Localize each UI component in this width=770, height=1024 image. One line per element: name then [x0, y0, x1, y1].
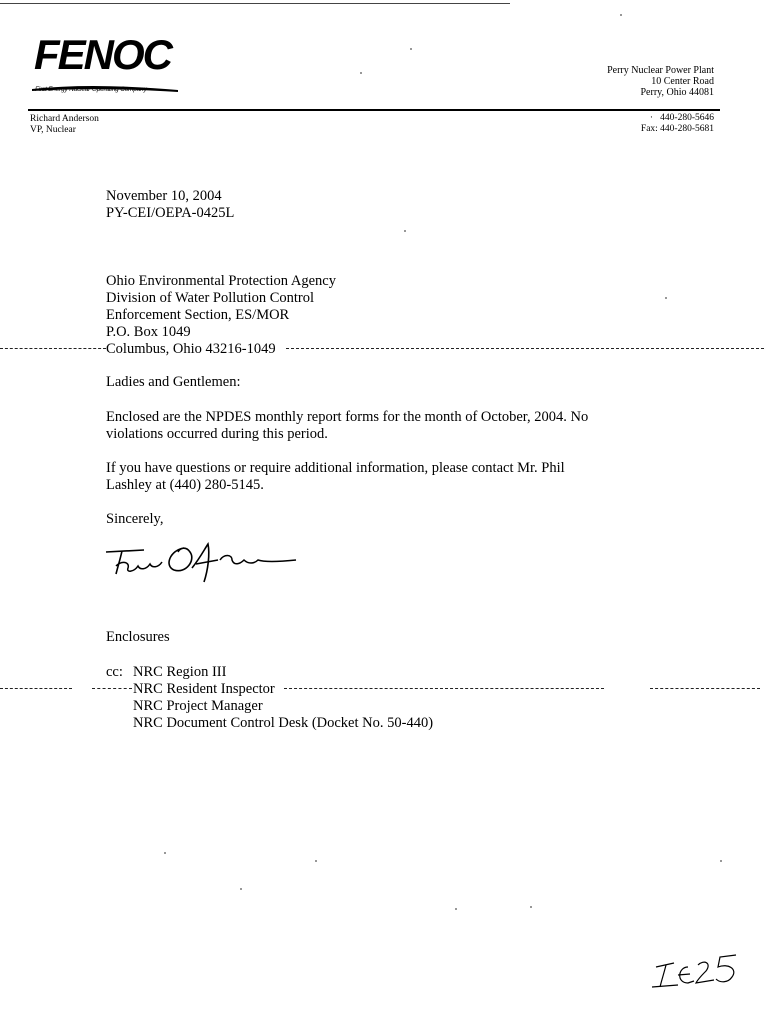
- scan-speck: [620, 14, 622, 16]
- scan-top-rule: [0, 3, 510, 4]
- scan-artifact-line: [0, 688, 72, 689]
- paragraph-line: Enclosed are the NPDES monthly report forms for the month of October, 2004. No: [106, 409, 589, 425]
- scan-speck: [315, 860, 317, 862]
- signature-image: [100, 530, 300, 585]
- plant-street: 10 Center Road: [651, 76, 714, 87]
- scan-speck: [530, 906, 532, 908]
- scan-speck: [164, 852, 166, 854]
- letter-date: November 10, 2004: [106, 188, 222, 204]
- scan-artifact-line: [92, 688, 132, 689]
- scan-speck: [665, 297, 667, 299]
- recipient-line: Enforcement Section, ES/MOR: [106, 307, 290, 323]
- plant-address: [607, 65, 714, 98]
- author-title: VP, Nuclear: [30, 125, 76, 135]
- scan-artifact-line: [0, 348, 106, 349]
- letter-reference: PY-CEI/OEPA-0425L: [106, 205, 235, 221]
- recipient-line: Division of Water Pollution Control: [106, 290, 315, 306]
- cc-recipient: NRC Project Manager: [133, 698, 263, 714]
- scan-artifact-line: [284, 688, 604, 689]
- scan-speck: [455, 908, 457, 910]
- recipient-line: P.O. Box 1049: [106, 324, 191, 340]
- letterhead-rule: [28, 109, 720, 111]
- cc-label: cc:: [106, 664, 123, 680]
- scan-speck: [240, 888, 242, 890]
- author-block: [30, 114, 99, 136]
- logo-tagline: First Energy Nuclear Operating Company: [35, 86, 147, 93]
- recipient-line: Columbus, Ohio 43216-1049: [106, 341, 276, 357]
- paragraph-line: Lashley at (440) 280-5145.: [106, 477, 264, 493]
- plant-city: Perry, Ohio 44081: [640, 87, 714, 98]
- cc-list: [106, 664, 433, 732]
- recipient-address: [106, 273, 336, 358]
- cc-recipient: NRC Resident Inspector: [133, 681, 275, 697]
- cc-recipient: NRC Document Control Desk (Docket No. 50-440): [133, 715, 434, 731]
- paragraph-line: If you have questions or require additional information, please contact Mr. Phil: [106, 460, 565, 476]
- scan-speck: [404, 230, 406, 232]
- cc-row: [106, 664, 433, 681]
- scan-speck: [410, 48, 412, 50]
- body-paragraph-1: [106, 409, 588, 443]
- closing: Sincerely,: [106, 511, 164, 527]
- cc-row: [106, 698, 433, 715]
- phone-number: · 440-280-5646: [649, 113, 714, 123]
- recipient-line: Ohio Environmental Protection Agency: [106, 273, 336, 289]
- scan-speck: [360, 72, 362, 74]
- author-name: Richard Anderson: [30, 114, 99, 124]
- scan-artifact-line: [286, 348, 764, 349]
- handwritten-note-image: [648, 945, 743, 995]
- fenoc-logo: FENOC: [34, 31, 171, 78]
- cc-recipient: NRC Region III: [133, 664, 227, 680]
- salutation: Ladies and Gentlemen:: [106, 374, 241, 390]
- body-paragraph-2: [106, 460, 565, 494]
- contact-block: [641, 113, 714, 135]
- plant-name: Perry Nuclear Power Plant: [607, 65, 714, 76]
- scan-speck: [720, 860, 722, 862]
- enclosures-label: Enclosures: [106, 629, 170, 645]
- paragraph-line: violations occurred during this period.: [106, 426, 328, 442]
- date-block: [106, 188, 234, 222]
- scan-artifact-line: [650, 688, 760, 689]
- fax-number: Fax: 440-280-5681: [640, 124, 714, 134]
- cc-row: [106, 681, 433, 698]
- cc-row: [106, 715, 433, 732]
